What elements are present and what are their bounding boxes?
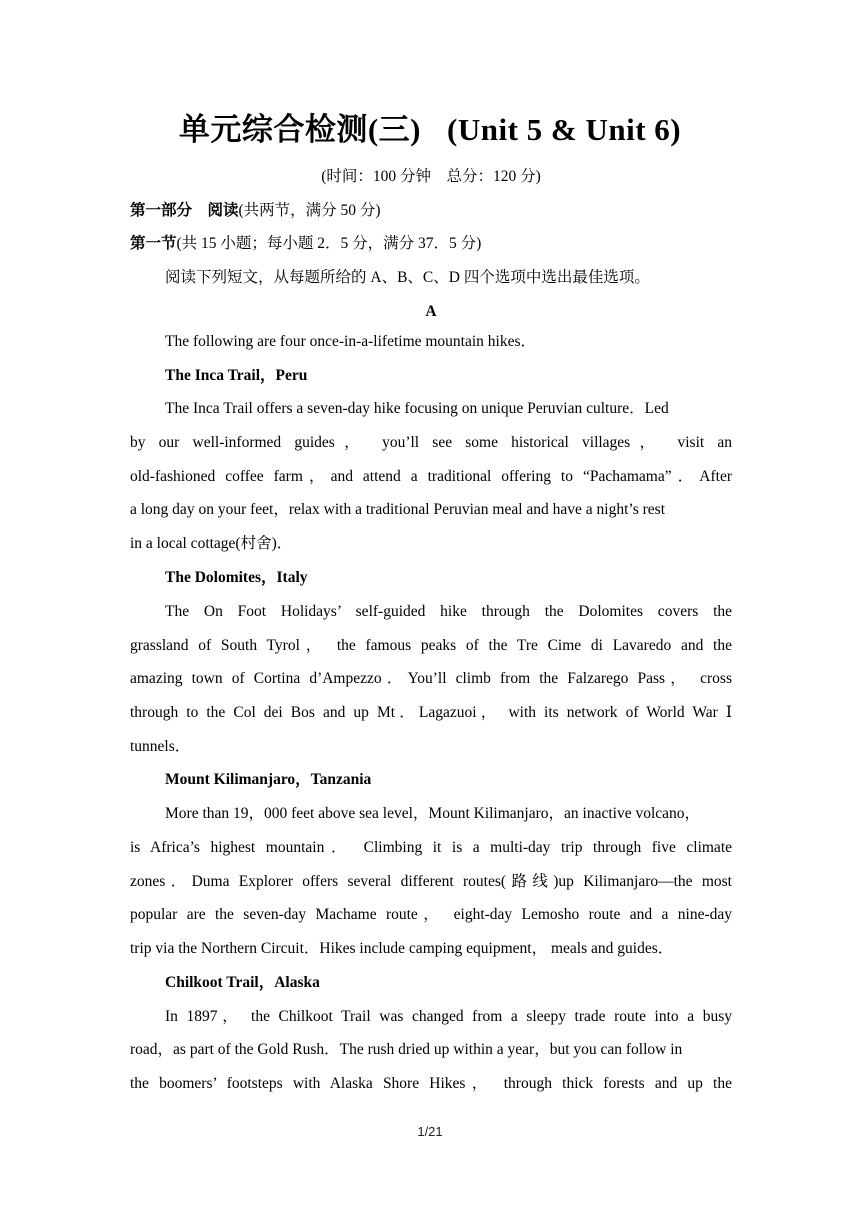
chilkoot-line: In 1897， the Chilkoot Trail was changed from a sleepy trade route into a busy	[165, 1008, 732, 1025]
inca-line: by our well-informed guides， you’ll see some historical villages， visit an	[130, 434, 732, 451]
kilimanjaro-line: popular are the seven-day Machame route， eight-day Lemosho route and a nine-day	[130, 906, 732, 923]
inca-heading: The Inca Trail，Peru	[165, 367, 308, 384]
kilimanjaro-line: is Africa’s highest mountain． Climbing it is a multi-day trip through five climate	[130, 839, 732, 856]
dolomites-line: grassland of South Tyrol， the famous peaks of the Tre Cime di Lavaredo and the	[130, 637, 732, 654]
kilimanjaro-line: zones．Duma Explorer offers several different routes(路线)up Kilimanjaro—the most	[130, 873, 732, 890]
dolomites-heading: The Dolomites，Italy	[165, 569, 308, 586]
dolomites-line: The On Foot Holidays’ self-guided hike through the Dolomites covers the	[165, 603, 732, 620]
passage-letter: A	[425, 303, 437, 320]
part1-details: (共两节，满分 50 分)	[238, 202, 381, 219]
inca-line: The Inca Trail offers a seven-day hike focusing on unique Peruvian culture．Led	[165, 400, 669, 417]
instruction-text: 阅读下列短文，从每题所给的 A、B、C、D 四个选项中选出最佳选项。	[165, 269, 650, 286]
section1-details: (共 15 小题；每小题 2．5 分，满分 37．5 分)	[176, 235, 482, 252]
kilimanjaro-line: trip via the Northern Circuit．Hikes include camping equipment， meals and guides．	[130, 940, 674, 957]
title-chinese: 单元综合检测(三)	[178, 112, 422, 147]
title-english: (Unit 5 & Unit 6)	[447, 112, 682, 147]
time-info: (时间：100 分钟 总分：120 分)	[321, 168, 541, 185]
chilkoot-heading: Chilkoot Trail，Alaska	[165, 974, 320, 991]
section1-heading	[130, 233, 732, 255]
part1-heading	[130, 200, 732, 222]
kilimanjaro-line: More than 19，000 feet above sea level，Mount Kilimanjaro，an inactive volcano，	[165, 805, 701, 822]
dolomites-line: through to the Col dei Bos and up Mt．Lagazuoi， with its network of World War Ⅰ	[130, 704, 732, 721]
part1-label: 第一部分 阅读	[130, 202, 239, 219]
dolomites-line: amazing town of Cortina d’Ampezzo．You’ll climb from the Falzarego Pass， cross	[130, 670, 732, 687]
page-number: 1/21	[417, 1124, 443, 1139]
dolomites-line: tunnels．	[130, 738, 191, 755]
inca-line: a long day on your feet，relax with a traditional Peruvian meal and have a night’s rest	[130, 501, 666, 518]
passage-intro: The following are four once-in-a-lifetime mountain hikes．	[165, 333, 537, 350]
document-title	[0, 104, 860, 149]
inca-line: in a local cottage(村舍)．	[130, 535, 293, 552]
chilkoot-line: road，as part of the Gold Rush．The rush dried up within a year，but you can follow in	[130, 1041, 683, 1058]
kilimanjaro-heading: Mount Kilimanjaro，Tanzania	[165, 771, 372, 788]
chilkoot-line: the boomers’ footsteps with Alaska Shore Hikes， through thick forests and up the	[130, 1075, 732, 1092]
inca-line: old-fashioned coffee farm，and attend a traditional offering to “Pachamama”．After	[130, 468, 732, 485]
section1-label: 第一节	[130, 235, 177, 252]
